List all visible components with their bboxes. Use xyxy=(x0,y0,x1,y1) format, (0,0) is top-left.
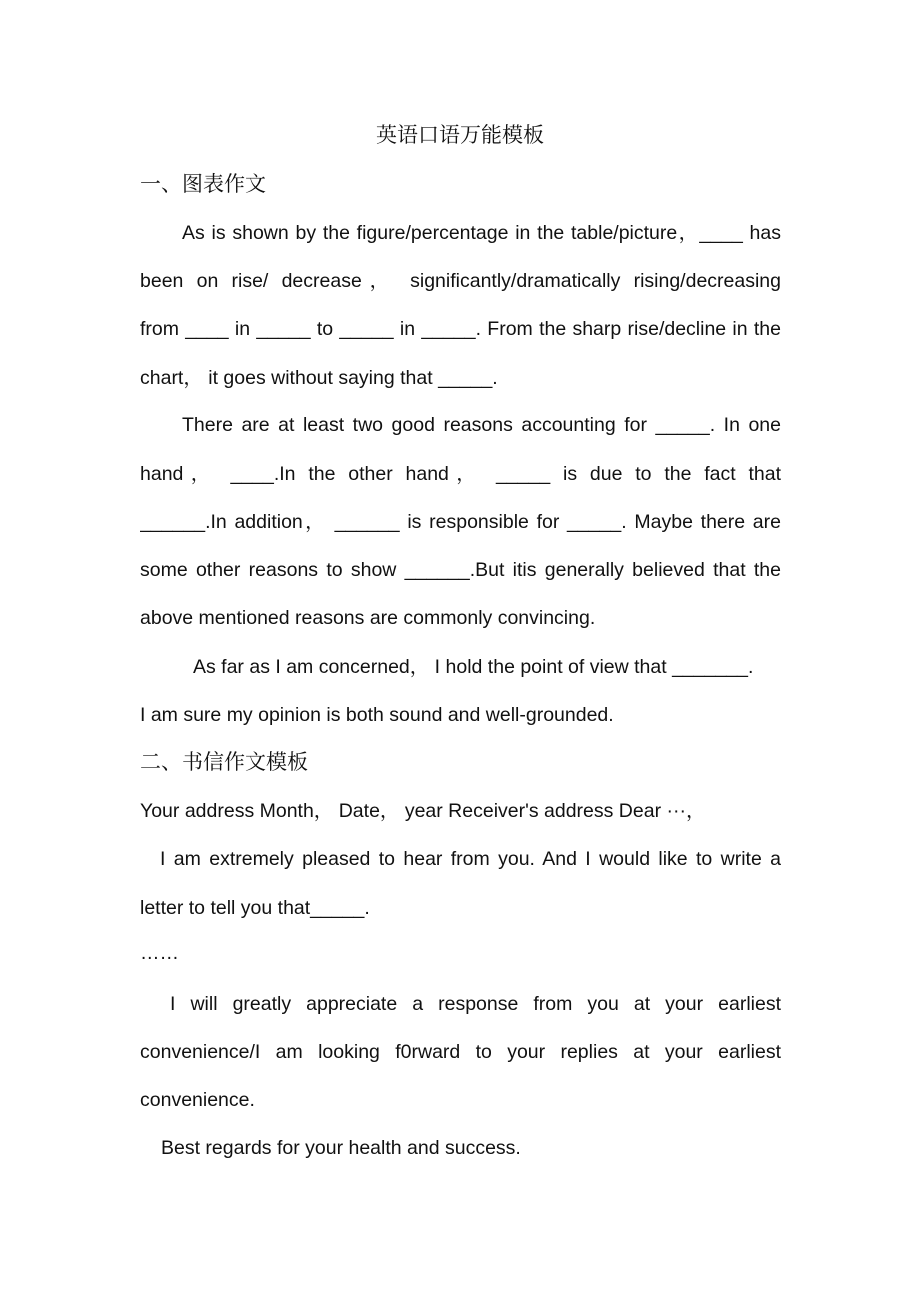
section-heading-chart-essay: 一、图表作文 xyxy=(140,172,266,196)
paragraph-line: convenience/I am looking f0rward to your replies at your earliest xyxy=(140,1041,781,1063)
section-heading-letter-template: 二、书信作文模板 xyxy=(140,750,308,774)
paragraph-line: from ____ in _____ to _____ in _____. From the sharp rise/decline in the xyxy=(140,318,781,340)
paragraph-line: convenience. xyxy=(140,1089,255,1111)
paragraph-line: Best regards for your health and success. xyxy=(161,1137,521,1159)
paragraph-line: There are at least two good reasons accounting for _____. In one xyxy=(182,414,781,436)
paragraph-line: chart， it goes without saying that _____. xyxy=(140,367,498,389)
paragraph-line: above mentioned reasons are commonly convincing. xyxy=(140,607,596,629)
paragraph-line: been on rise/ decrease， significantly/dramatically rising/decreasing xyxy=(140,270,781,292)
paragraph-line: Your address Month， Date， year Receiver's address Dear ···， xyxy=(140,800,706,822)
paragraph-line: letter to tell you that_____. xyxy=(140,897,370,919)
paragraph-line: As is shown by the figure/percentage in the table/picture，____ has xyxy=(182,222,781,244)
paragraph-line: I am extremely pleased to hear from you. And I would like to write a xyxy=(160,848,781,870)
paragraph-line: I am sure my opinion is both sound and well-grounded. xyxy=(140,704,614,726)
paragraph-line: I will greatly appreciate a response from you at your earliest xyxy=(170,993,781,1015)
paragraph-line: hand， ____.In the other hand， _____ is due to the fact that xyxy=(140,463,781,485)
paragraph-line: ______.In addition， ______ is responsible for _____. Maybe there are xyxy=(140,511,781,533)
ellipsis-line: …… xyxy=(140,942,179,964)
document-title: 英语口语万能模板 xyxy=(376,123,544,147)
paragraph-line: As far as I am concerned， I hold the point of view that _______. xyxy=(193,656,754,678)
paragraph-line: some other reasons to show ______.But itis generally believed that the xyxy=(140,559,781,581)
